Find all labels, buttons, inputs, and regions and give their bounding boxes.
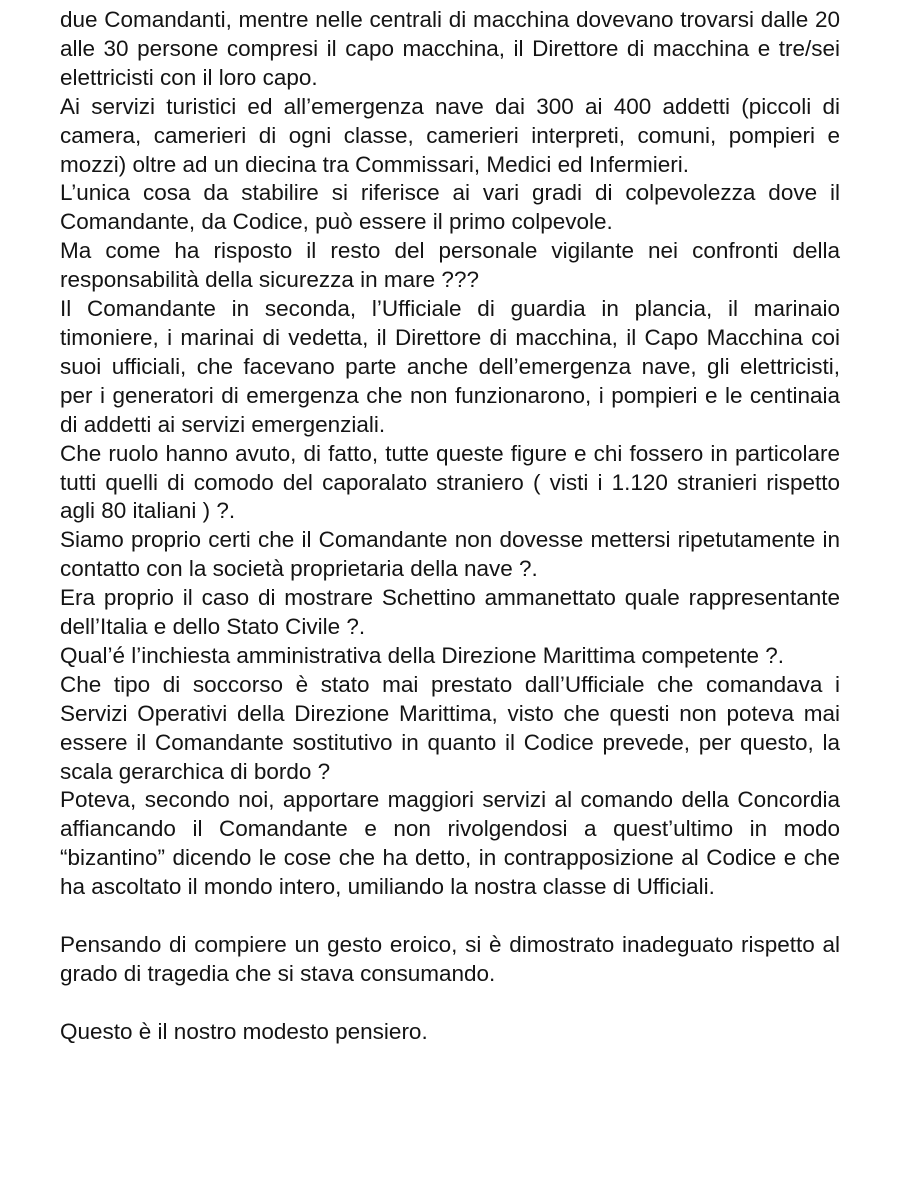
paragraph: Il Comandante in seconda, l’Ufficiale di guardia in plancia, il marinaio timoniere, i marinai di vedetta, il Direttore di macchina, il Capo Macchina coi suoi ufficiali, che facevano parte anche dell’emergenza nave, gli elettricisti, per i generatori di emergenza che non funzionarono, i pompieri e le centinaia di addetti ai servizi emergenziali. [60, 296, 840, 437]
paragraph: Ma come ha risposto il resto del personale vigilante nei confronti della responsabilità della sicurezza in mare ??? [60, 238, 840, 293]
paragraph: Ai servizi turistici ed all’emergenza nave dai 300 ai 400 addetti (piccoli di camera, camerieri di ogni classe, camerieri interpreti, comuni, pompieri e mozzi) oltre ad un diecina tra Commissari, Medici ed Infermieri. [60, 93, 840, 177]
paragraph: Qual’é l’inchiesta amministrativa della Direzione Marittima competente ?. [60, 642, 785, 668]
paragraph: Poteva, secondo noi, apportare maggiori servizi al comando della Concordia affiancando il Comandante e non rivolgendosi a quest’ultimo in modo “bizantino” dicendo le cose che ha detto, in contrapposizione al Codice e che ha ascoltato il mondo intero, umiliando la nostra classe di Ufficiali. [60, 787, 840, 900]
closing-sentence: Questo è il nostro modesto pensiero. [60, 1018, 428, 1044]
paragraph: L’unica cosa da stabilire si riferisce ai vari gradi di colpevolezza dove il Comandante, da Codice, può essere il primo colpevole. [60, 180, 840, 235]
paragraph: Siamo proprio certi che il Comandante non dovesse mettersi ripetutamente in contatto con la società proprietaria della nave ?. [60, 527, 840, 582]
paragraph: Era proprio il caso di mostrare Schettino ammanettato quale rappresentante dell’Italia e dello Stato Civile ?. [60, 585, 840, 640]
paragraph: due Comandanti, mentre nelle centrali di macchina dovevano trovarsi dalle 20 alle 30 persone compresi il capo macchina, il Direttore di macchina e tre/sei elettricisti con il loro capo. [60, 7, 840, 90]
paragraph-spacer [60, 989, 840, 1018]
paragraph: Che ruolo hanno avuto, di fatto, tutte queste figure e chi fossero in particolare tutti quelli di comodo del caporalato straniero ( visti i 1.120 stranieri rispetto agli 80 italiani ) ?. [60, 440, 840, 524]
document-page [60, 6, 840, 1047]
paragraph: Che tipo di soccorso è stato mai prestato dall’Ufficiale che comandava i Servizi Operativi della Direzione Marittima, visto che questi non poteva mai essere il Comandante sostitutivo in quanto il Codice prevede, per questo, la scala gerarchica di bordo ? [60, 671, 840, 784]
closing-paragraph: Pensando di compiere un gesto eroico, si è dimostrato inadeguato rispetto al grado di tragedia che si stava consumando. [60, 931, 840, 986]
paragraph-spacer [60, 902, 840, 931]
